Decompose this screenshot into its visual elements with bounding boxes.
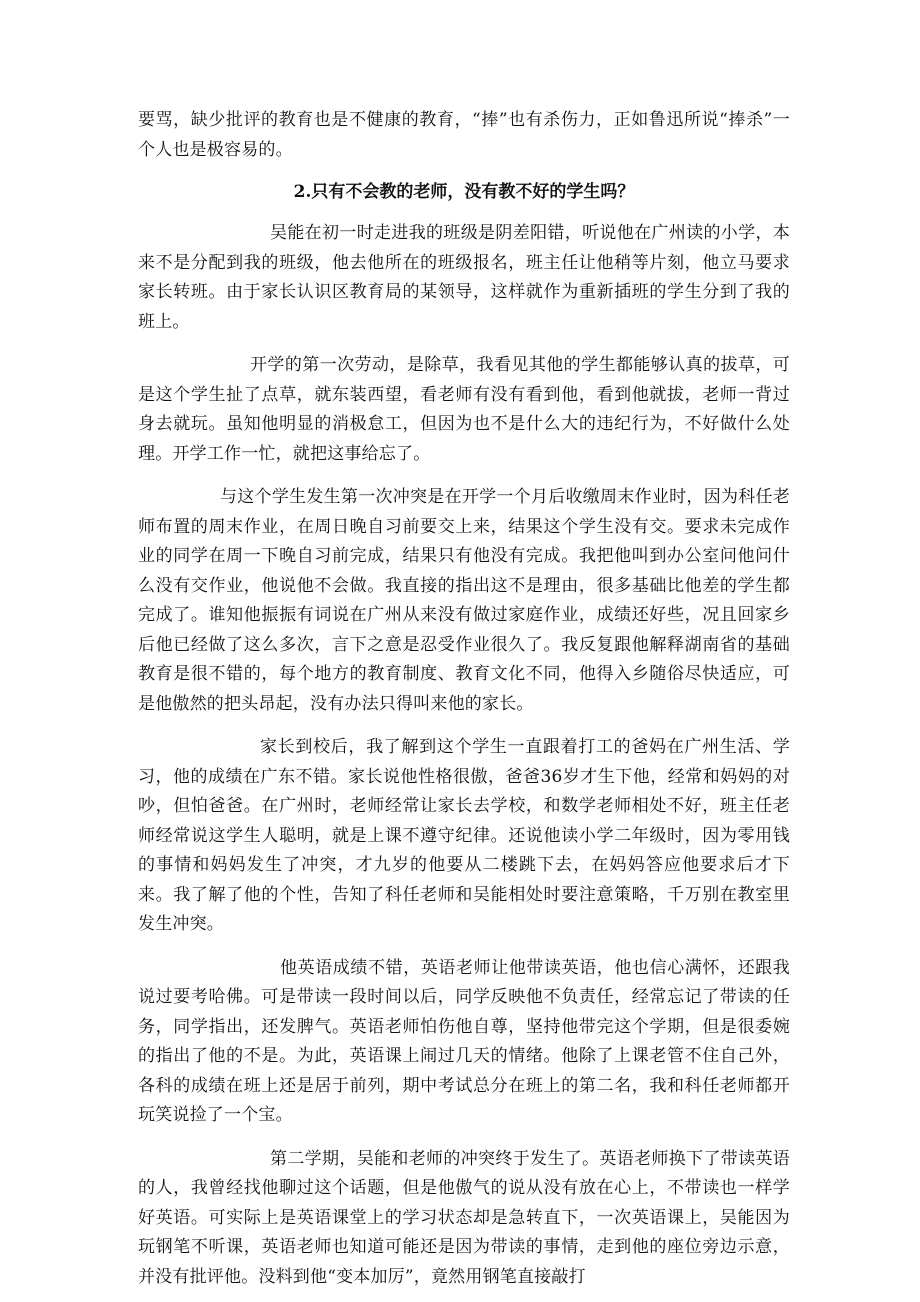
body-paragraph-3: 与这个学生发生第一次冲突是在开学一个月后收缴周末作业时，因为科任老师布置的周末作业，在周日晚自习前要交上来，结果这个学生没有交。要求未完成作业的同学在周一下晚自习前完成，结果只有他没有完成。我把他叫到办公室问他问什么没有交作业，他说他不会做。我直接的指出这不是理由，很多基础比他差的学生都完成了。谁知他振振有词说在广州从来没有做过家庭作业，成绩还好些，况且回家乡后他已经做了这么多次，言下之意是忍受作业很久了。我反复跟他解释湖南省的基础教育是很不错的，每个地方的教育制度、教育文化不同，他得入乡随俗尽快适应，可是他傲然的把头昂起，没有办法只得叫来他的家长。 <box>138 487 790 714</box>
body-paragraph-1: 吴能在初一时走进我的班级是阴差阳错，听说他在广州读的小学，本来不是分配到我的班级，他去他所在的班级报名，班主任让他稍等片刻，他立马要求家长转班。由于家长认识区教育局的某领导，这样就作为重新插班的学生分到了我的班上。 <box>138 223 790 332</box>
intro-paragraph: 要骂，缺少批评的教育也是不健康的教育，“捧”也有杀伤力，正如鲁迅所说“捧杀”一个人也是极容易的。 <box>138 110 790 160</box>
body-paragraph-6: 第二学期，吴能和老师的冲突终于发生了。英语老师换下了带读英语的人，我曾经找他聊过这个话题，但是他傲气的说从没有放在心上，不带读也一样学好英语。可实际上是英语课堂上的学习状态却是急转直下，一次英语课上，吴能因为玩钢笔不听课，英语老师也知道可能还是因为带读的事情，走到他的座位旁边示意，并没有批评他。没料到他“变本加厉”，竟然用钢笔直接敲打 <box>138 1148 790 1287</box>
body-paragraph-5: 他英语成绩不错，英语老师让他带读英语，他也信心满怀，还跟我说过要考哈佛。可是带读一段时间以后，同学反映他不负责任，经常忘记了带读的任务，同学指出，还发脾气。英语老师怕伤他自尊，坚持他带完这个学期，但是很委婉的指出了他的不是。为此，英语课上闹过几天的情绪。他除了上课老管不住自己外，各科的成绩在班上还是居于前列，期中考试总分在班上的第二名，我和科任老师都开玩笑说捡了一个宝。 <box>138 957 790 1125</box>
body-paragraph-2: 开学的第一次劳动，是除草，我看见其他的学生都能够认真的拔草，可是这个学生扯了点草，就东装西望，看老师有没有看到他，看到他就拔，老师一背过身去就玩。虽知他明显的消极怠工，但因为也不是什么大的违纪行为，不好做什么处理。开学工作一忙，就把这事给忘了。 <box>138 355 790 464</box>
paragraph-gap <box>138 719 790 733</box>
body-paragraph-4: 家长到校后，我了解到这个学生一直跟着打工的爸妈在广州生活、学习，他的成绩在广东不错。家长说他性格很傲，爸爸36岁才生下他，经常和妈妈的对吵，但怕爸爸。在广州时，老师经常让家长去学校，和数学老师相处不好，班主任老师经常说这学生人聪明，就是上课不遵守纪律。还说他读小学二年级时，因为零用钱的事情和妈妈发生了冲突，才九岁的他要从二楼跳下去，在妈妈答应他要求后才下来。我了解了他的个性，告知了科任老师和吴能相处时要注意策略，千万别在教室里发生冲突。 <box>138 737 790 934</box>
paragraph-gap <box>138 337 790 351</box>
paragraph-gap <box>138 940 790 954</box>
document-page <box>138 106 790 1292</box>
paragraph-gap <box>138 469 790 483</box>
section-title: 2.只有不会教的老师，没有教不好的学生吗？ <box>293 182 635 202</box>
paragraph-gap <box>138 1131 790 1145</box>
